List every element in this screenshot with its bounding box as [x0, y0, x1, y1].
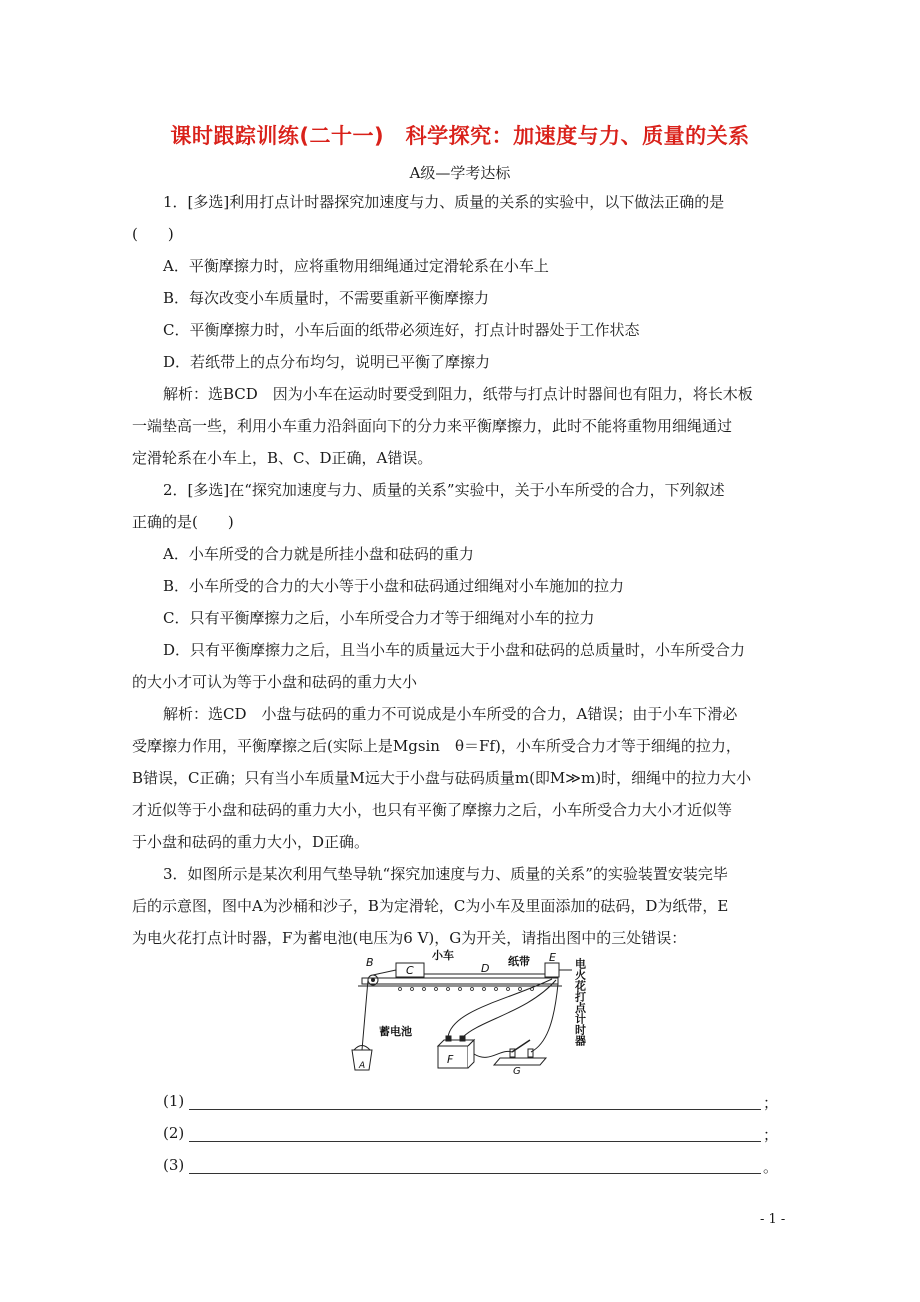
answer-blank-3-label: (3): [163, 1156, 185, 1174]
wire-4: [531, 984, 558, 1052]
label-battery: 蓄电池: [379, 1025, 412, 1038]
wire-3: [474, 1051, 512, 1057]
switch-post-2: [528, 1049, 533, 1057]
q3-stem-line1: 3．如图所示是某次利用气垫导轨“探究加速度与力、质量的关系”的实验装置安装完毕: [163, 865, 728, 883]
air-track-holes: [399, 988, 534, 991]
air-track: [362, 978, 558, 984]
answer-blank-1-end: ；: [763, 1094, 779, 1112]
answer-blank-2[interactable]: [163, 1124, 779, 1144]
label-g: G: [513, 1066, 521, 1074]
battery-terminal-2: [460, 1036, 465, 1041]
label-car: 小车: [432, 949, 454, 962]
answer-blank-3-line[interactable]: [189, 1173, 761, 1174]
q2-option-d-line2: 的大小才可认为等于小盘和砝码的重力大小: [132, 673, 418, 691]
answer-blank-3-end: 。: [763, 1158, 779, 1176]
page-number: - 1 -: [760, 1212, 786, 1227]
q3-stem-line3: 为电火花打点计时器，F为蓄电池(电压为6 V)，G为开关，请指出图中的三处错误：: [132, 929, 687, 947]
pulley-axle: [372, 979, 375, 982]
q2-solution-line4: 才近似等于小盘和砝码的重力大小，也只有平衡了摩擦力之后，小车所受合力大小才近似等: [132, 801, 733, 819]
q1-option-c: C．平衡摩擦力时，小车后面的纸带必须连好，打点计时器处于工作状态: [163, 321, 640, 339]
apparatus-diagram: [340, 948, 610, 1074]
answer-blank-3[interactable]: [163, 1156, 779, 1176]
label-c: C: [406, 964, 414, 977]
q2-solution-line3: B错误，C正确；只有当小车质量M远大于小盘与砝码质量m(即M≫m)时，细绳中的拉力大小: [132, 769, 752, 787]
label-e: E: [549, 951, 556, 964]
q1-solution-line1: 解析：选BCD 因为小车在运动时要受到阻力，纸带与打点计时器间也有阻力，将长木板: [163, 385, 753, 403]
q1-solution-line2: 一端垫高一些，利用小车重力沿斜面向下的分力来平衡摩擦力，此时不能将重物用细绳通过: [132, 417, 733, 435]
q2-option-b: B．小车所受的合力的大小等于小盘和砝码通过细绳对小车施加的拉力: [163, 577, 625, 595]
q2-option-a: A．小车所受的合力就是所挂小盘和砝码的重力: [163, 545, 474, 563]
switch-lever: [512, 1040, 530, 1052]
label-tape: 纸带: [508, 955, 530, 968]
string-vertical: [362, 980, 368, 1050]
label-b: B: [366, 956, 374, 969]
label-d: D: [481, 962, 490, 975]
answer-blank-2-line[interactable]: [189, 1141, 761, 1142]
q2-stem-line2: 正确的是( ): [132, 513, 234, 531]
answer-blank-1[interactable]: [163, 1092, 779, 1112]
q2-option-c: C．只有平衡摩擦力之后，小车所受合力才等于细绳对小车的拉力: [163, 609, 595, 627]
wire-1: [448, 979, 552, 1037]
q1-option-d: D．若纸带上的点分布均匀，说明已平衡了摩擦力: [163, 353, 491, 371]
spark-timer: [545, 963, 559, 977]
label-timer: 电火花打点计时器: [573, 958, 587, 1046]
q1-solution-line3: 定滑轮系在小车上，B、C、D正确，A错误。: [132, 449, 433, 467]
q1-stem-line2: ( ): [132, 225, 174, 243]
q2-option-d-line1: D．只有平衡摩擦力之后，且当小车的质量远大于小盘和砝码的总质量时，小车所受合力: [163, 641, 746, 659]
answer-blank-2-label: (2): [163, 1124, 185, 1142]
label-a: A: [359, 1061, 366, 1071]
q2-solution-line1: 解析：选CD 小盘与砝码的重力不可说成是小车所受的合力，A错误；由于小车下滑必: [163, 705, 738, 723]
q1-stem-line1: 1．[多选]利用打点计时器探究加速度与力、质量的关系的实验中，以下做法正确的是: [163, 193, 725, 211]
string-horizontal: [373, 970, 396, 975]
answer-blank-1-line[interactable]: [189, 1109, 761, 1110]
q1-option-a: A．平衡摩擦力时，应将重物用细绳通过定滑轮系在小车上: [163, 257, 549, 275]
q2-stem-line1: 2．[多选]在“探究加速度与力、质量的关系”实验中，关于小车所受的合力，下列叙述: [163, 481, 725, 499]
answer-blank-1-label: (1): [163, 1092, 185, 1110]
q2-solution-line5: 于小盘和砝码的重力大小，D正确。: [132, 833, 370, 851]
q1-option-b: B．每次改变小车质量时，不需要重新平衡摩擦力: [163, 289, 490, 307]
q2-solution-line2: 受摩擦力作用，平衡摩擦之后(实际上是Mgsin θ＝Ff)，小车所受合力才等于细绳的拉力，: [132, 737, 741, 755]
q3-stem-line2: 后的示意图，图中A为沙桶和沙子，B为定滑轮，C为小车及里面添加的砝码，D为纸带，E: [132, 897, 729, 915]
level-heading: A级—学考达标: [409, 164, 511, 182]
page-title: 课时跟踪训练(二十一) 科学探究：加速度与力、质量的关系: [170, 124, 750, 148]
label-f: F: [447, 1053, 454, 1066]
answer-blank-2-end: ；: [763, 1126, 779, 1144]
switch-base: [494, 1058, 546, 1065]
